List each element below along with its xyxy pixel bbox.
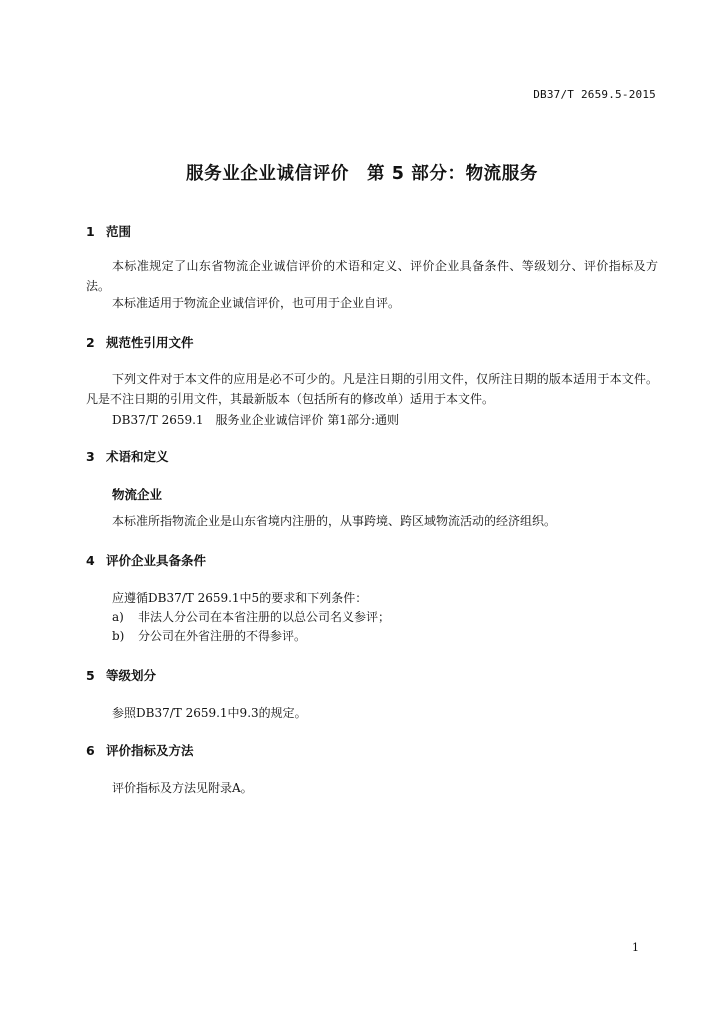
document-title: 服务业企业诚信评价 第 5 部分：物流服务 <box>186 164 538 184</box>
condition-item-b <box>112 627 306 644</box>
list-item-label: a) <box>112 610 124 624</box>
list-item-text: 分公司在外省注册的不得参评。 <box>138 629 307 643</box>
page-number: 1 <box>632 941 639 954</box>
section-3-heading <box>86 447 169 465</box>
section-number: 1 <box>86 224 95 239</box>
section-title: 等级划分 <box>106 668 157 683</box>
section-1-heading <box>86 222 131 240</box>
scope-paragraph-1: 本标准规定了山东省物流企业诚信评价的术语和定义、评价企业具备条件、等级划分、评价指标及方法。 <box>86 259 658 293</box>
section-number: 2 <box>86 335 95 350</box>
section-2-heading <box>86 333 194 351</box>
term-heading: 物流企业 <box>112 487 163 502</box>
section-6-heading <box>86 741 194 759</box>
grading-text: 参照DB37/T 2659.1中9.3的规定。 <box>112 706 307 720</box>
term-definition: 本标准所指物流企业是山东省境内注册的，从事跨境、跨区域物流活动的经济组织。 <box>112 514 557 528</box>
section-title: 规范性引用文件 <box>106 335 194 350</box>
reference-entry: DB37/T 2659.1 服务业企业诚信评价 第1部分:通则 <box>112 413 400 427</box>
section-title: 术语和定义 <box>106 449 169 464</box>
section-title: 范围 <box>106 224 132 239</box>
scope-paragraph-2: 本标准适用于物流企业诚信评价，也可用于企业自评。 <box>112 296 401 310</box>
section-4-heading <box>86 551 206 569</box>
section-5-heading <box>86 666 156 684</box>
references-paragraph: 下列文件对于本文件的应用是必不可少的。凡是注日期的引用文件，仅所注日期的版本适用于本文件。凡是不注日期的引用文件，其最新版本（包括所有的修改单）适用于本文件。 <box>86 372 658 406</box>
section-number: 4 <box>86 553 95 568</box>
section-title: 评价指标及方法 <box>106 743 194 758</box>
section-number: 5 <box>86 668 95 683</box>
document-code: DB37/T 2659.5-2015 <box>533 88 656 101</box>
indicators-text: 评价指标及方法见附录A。 <box>112 781 253 795</box>
section-title: 评价企业具备条件 <box>106 553 207 568</box>
list-item-text: 非法人分公司在本省注册的以总公司名义参评； <box>138 610 391 624</box>
conditions-intro: 应遵循DB37/T 2659.1中5的要求和下列条件： <box>112 591 368 605</box>
section-number: 3 <box>86 449 95 464</box>
condition-item-a <box>112 608 390 625</box>
section-number: 6 <box>86 743 95 758</box>
list-item-label: b) <box>112 629 125 643</box>
